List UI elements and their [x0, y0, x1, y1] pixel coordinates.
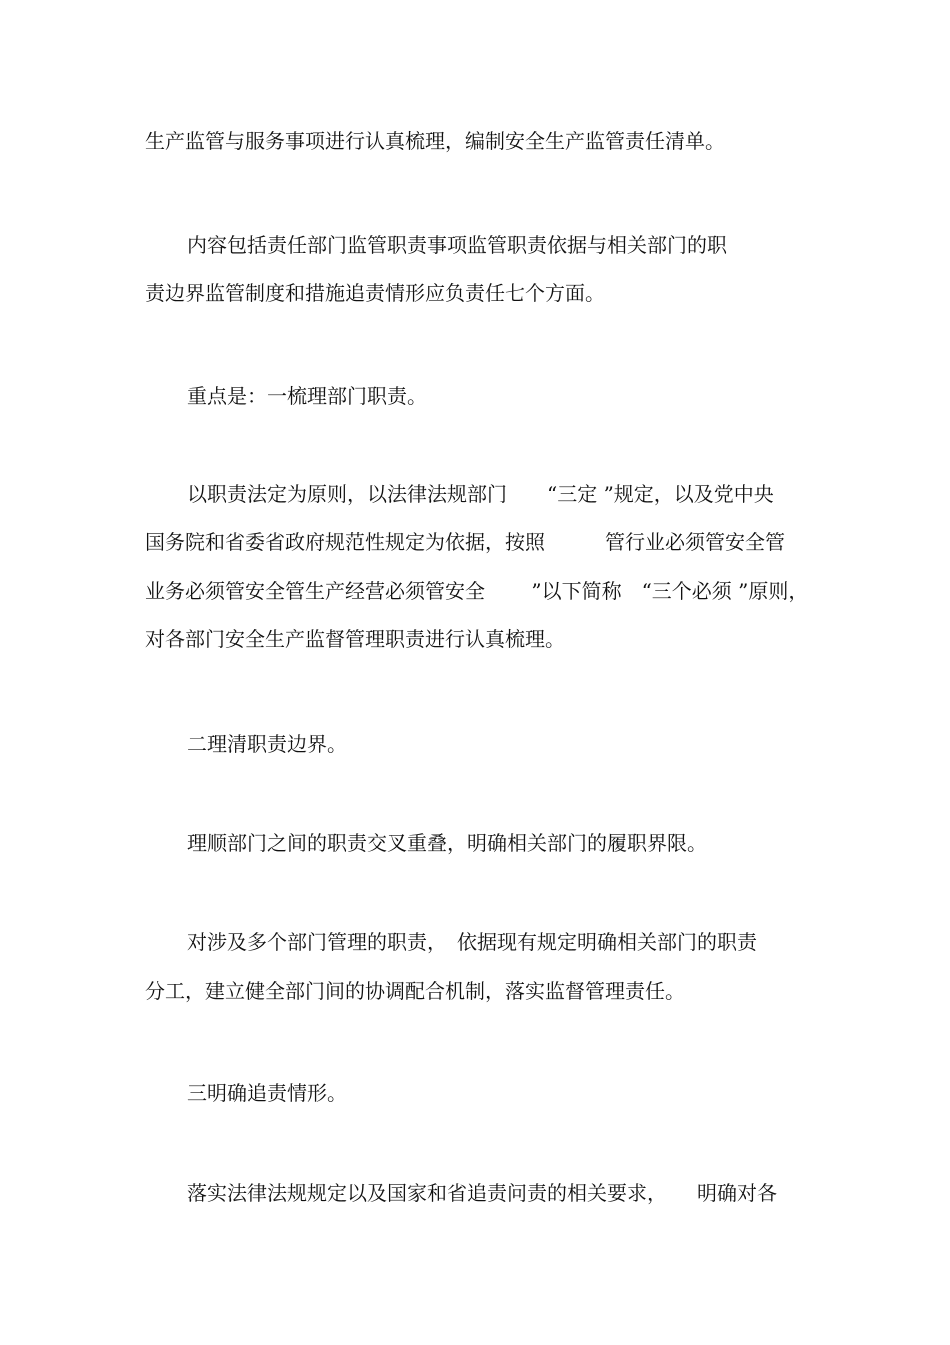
text-line: 分工，建立健全部门间的协调配合机制，落实监督管理责任。: [145, 979, 685, 1003]
text-line: 重点是：一梳理部门职责。: [187, 384, 427, 408]
text-line: 理顺部门之间的职责交叉重叠，明确相关部门的履职界限。: [187, 831, 707, 855]
text-line: 以职责法定为原则，以法律法规部门 “三定 ”规定，以及党中央: [187, 482, 774, 506]
text-line: 对各部门安全生产监督管理职责进行认真梳理。: [145, 627, 565, 651]
text-line: 国务院和省委省政府规范性规定为依据，按照 管行业必须管安全管: [145, 530, 785, 554]
text-line: 对涉及多个部门管理的职责， 依据现有规定明确相关部门的职责: [187, 930, 757, 954]
text-line: 责边界监管制度和措施追责情形应负责任七个方面。: [145, 281, 605, 305]
text-line: 业务必须管安全管生产经营必须管安全 ”以下简称 “三个必须 ”原则，: [145, 579, 809, 603]
text-line: 生产监管与服务事项进行认真梳理，编制安全生产监管责任清单。: [145, 129, 725, 153]
text-line: 落实法律法规规定以及国家和省追责问责的相关要求， 明确对各: [187, 1181, 777, 1205]
text-line: 三明确追责情形。: [187, 1081, 347, 1105]
text-line: 内容包括责任部门监管职责事项监管职责依据与相关部门的职: [187, 233, 727, 257]
text-line: 二理清职责边界。: [187, 732, 347, 756]
